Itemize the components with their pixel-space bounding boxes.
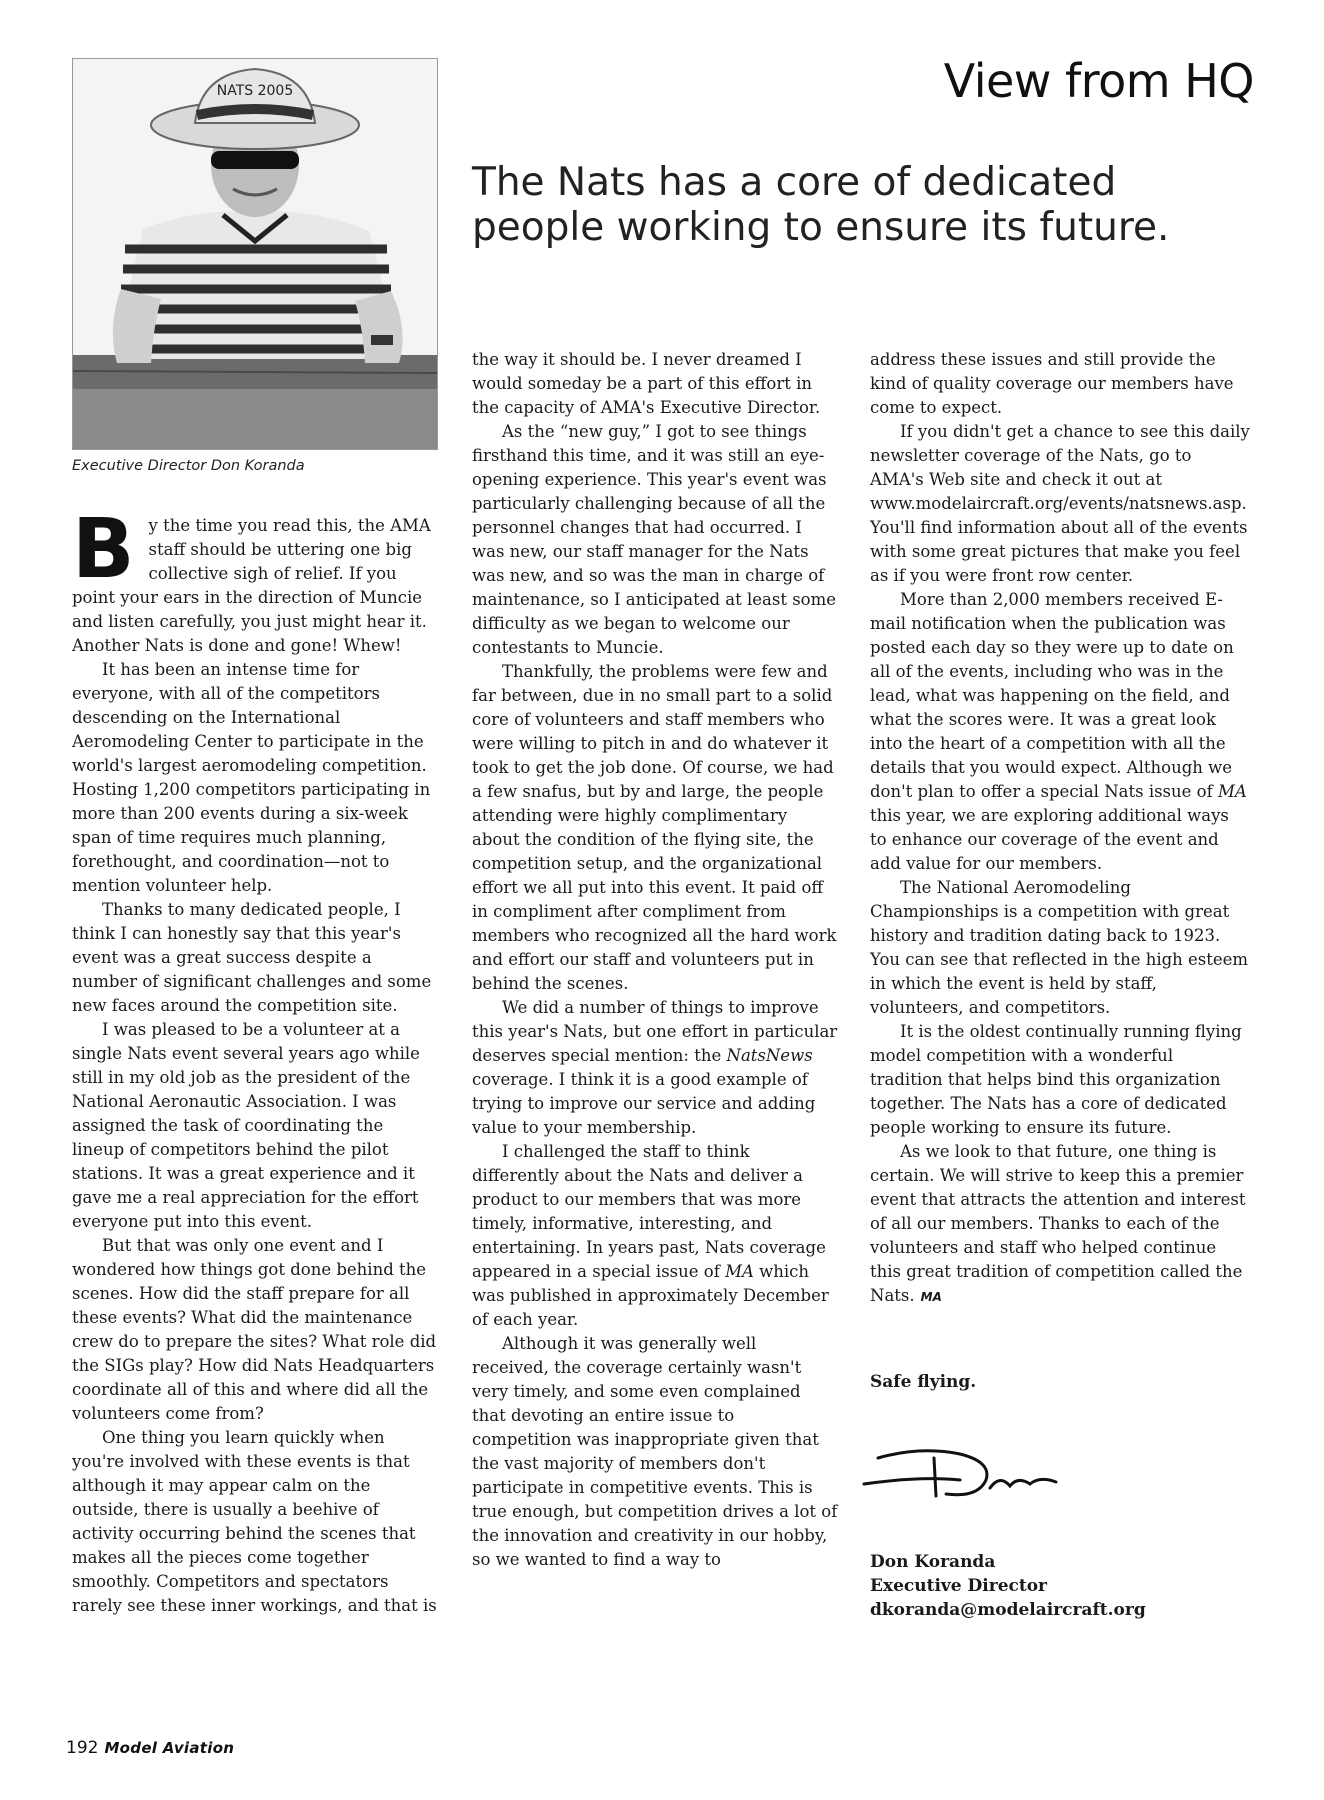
text-run: As we look to that future, one thing is certain. We will strive to keep this a premier event that attracts the attention and interest of all our members. Thanks to each of the volunteers and staff who helped continue this great tradition of competition called the Nats.: [870, 1142, 1246, 1305]
pull-quote: The Nats has a core of dedicated people working to ensure its future.: [472, 160, 1170, 250]
text-run: coverage. I think it is a good example of trying to improve our service and adding value to your membership.: [472, 1070, 816, 1137]
author-photo: [72, 58, 438, 450]
lead-paragraph: [72, 502, 438, 658]
paragraph-continuation: address these issues and still provide the kind of quality coverage our members have come to expect.: [870, 350, 1234, 417]
page-title: View from HQ: [943, 54, 1254, 108]
paragraph: I was pleased to be a volunteer at a single Nats event several years ago while still in my old job as the president of the National Aeronautic Association. I was assigned the task of coordinating the lineup of competitors behind the pilot stations. It was a great experience and it gave me a real appreciation for the effort everyone put into this event.: [72, 1020, 420, 1231]
author-name: Don Koranda: [870, 1552, 996, 1572]
paragraph: [870, 588, 1250, 876]
publication-name: NatsNews: [726, 1046, 813, 1065]
photo-caption: Executive Director Don Koranda: [72, 458, 305, 474]
paragraph: If you didn't get a chance to see this daily newsletter coverage of the Nats, go to AMA's Web site and check it out at www.modelaircraft.org/events/natsnews.asp. You'll find information about all of the events with some great pictures that make you feel as if you were front row center.: [870, 422, 1250, 585]
publication-name: MA: [725, 1262, 754, 1281]
article-column-2: [472, 348, 838, 1572]
text-run: More than 2,000 members received E-mail notification when the publication was posted each day so they were up to date on all of the events, including who was in the lead, what was happening on the field, and what the scores were. It was a great look into the heart of a competition with all the details that you would expect. Although we don't plan to offer a special Nats issue of: [870, 590, 1234, 801]
paragraph: It is the oldest continually running flying model competition with a wonderful tradition that helps bind this organization together. The Nats has a core of dedicated people working to ensure its future.: [870, 1022, 1242, 1137]
shirt-shape: [121, 211, 391, 359]
paragraph: One thing you learn quickly when you're involved with these events is that although it may appear calm on the outside, there is usually a beehive of activity occurring behind the scenes that makes all the pieces come together smoothly. Competitors and spectators rarely see these inner workings, and that is: [72, 1428, 437, 1615]
paragraph: As the “new guy,” I got to see things firsthand this time, and it was still an eye-opening experience. This year's event was particularly challenging because of all the personnel changes that had occurred. I was new, our staff manager for the Nats was new, and so was the man in charge of maintenance, so I anticipated at least some difficulty as we began to welcome our contestants to Muncie.: [472, 422, 837, 657]
text-run: I challenged the staff to think differently about the Nats and deliver a product to our members that was more timely, informative, interesting, and entertaining. In years past, Nats coverage appeared in a special issue of: [472, 1142, 826, 1281]
author-photo-illustration: [73, 59, 437, 449]
publication-name: Model Aviation: [104, 1739, 235, 1757]
paragraph: [472, 1140, 838, 1332]
paragraph: The National Aeromodeling Championships is a competition with great history and tradition dating back to 1923. You can see that reflected in the high esteem in which the event is held by staff, volunteers, and competitors.: [870, 878, 1249, 1017]
signoff: Safe flying.: [870, 1372, 977, 1392]
publication-name: MA: [1217, 782, 1247, 801]
signature-block: [870, 1550, 1146, 1622]
paragraph: But that was only one event and I wondered how things got done behind the scenes. How did the staff prepare for all these events? What did the maintenance crew do to prepare the sites? What role did the SIGs play? How did Nats Headquarters coordinate all of this and where did all the volunteers come from?: [72, 1236, 437, 1423]
paragraph: [472, 996, 838, 1140]
article-column-1: [72, 502, 438, 1618]
author-email: dkoranda@modelaircraft.org: [870, 1600, 1146, 1620]
drop-cap: B: [72, 502, 135, 597]
end-mark: MA: [920, 1290, 942, 1304]
signature-image: [860, 1440, 1060, 1510]
hat-text: NATS 2005: [216, 83, 294, 99]
text-run: this year, we are exploring additional ways to enhance our coverage of the event and add value for our members.: [870, 806, 1229, 873]
text-run: We did a number of things to improve this year's Nats, but one effort in particular deserves special mention: the: [472, 998, 838, 1065]
author-title: Executive Director: [870, 1576, 1048, 1596]
page-number: 192: [66, 1738, 99, 1758]
lead-text: y the time you read this, the AMA staff should be uttering one big collective sigh of relief. If you point your ears in the direction of Muncie and listen carefully, you just might hear it. Another Nats is done and gone! Whew!: [72, 516, 431, 655]
paragraph-continuation: the way it should be. I never dreamed I would someday be a part of this effort in the capacity of AMA's Executive Director.: [472, 350, 821, 417]
text-run: which was published in approximately December of each year.: [472, 1262, 829, 1329]
page-footer: [66, 1738, 234, 1758]
paragraph: Thankfully, the problems were few and far between, due in no small part to a solid core of volunteers and staff members who were willing to pitch in and do whatever it took to get the job done. Of course, we had a few snafus, but by and large, the people attending were highly complimentary about the condition of the flying site, the competition setup, and the organizational effort we all put into this event. It paid off in compliment after compliment from members who recognized all the hard work and effort our staff and volunteers put in behind the scenes.: [472, 662, 837, 993]
paragraph: Thanks to many dedicated people, I think I can honestly say that this year's event was a great success despite a number of significant challenges and some new faces around the competition site.: [72, 900, 432, 1015]
paragraph: [870, 1140, 1250, 1309]
article-column-3: [870, 348, 1250, 1309]
paragraph: Although it was generally well received, the coverage certainly wasn't very timely, and some even complained that devoting an entire issue to competition was inappropriate given that the vast majority of members don't participate in competitive events. This is true enough, but competition drives a lot of the innovation and creativity in our hobby, so we wanted to find a way to: [472, 1334, 838, 1569]
paragraph: It has been an intense time for everyone, with all of the competitors descending on the International Aeromodeling Center to participate in the world's largest aeromodeling competition. Hosting 1,200 competitors participating in more than 200 events during a six-week span of time requires much planning, forethought, and coordination—not to mention volunteer help.: [72, 660, 431, 895]
